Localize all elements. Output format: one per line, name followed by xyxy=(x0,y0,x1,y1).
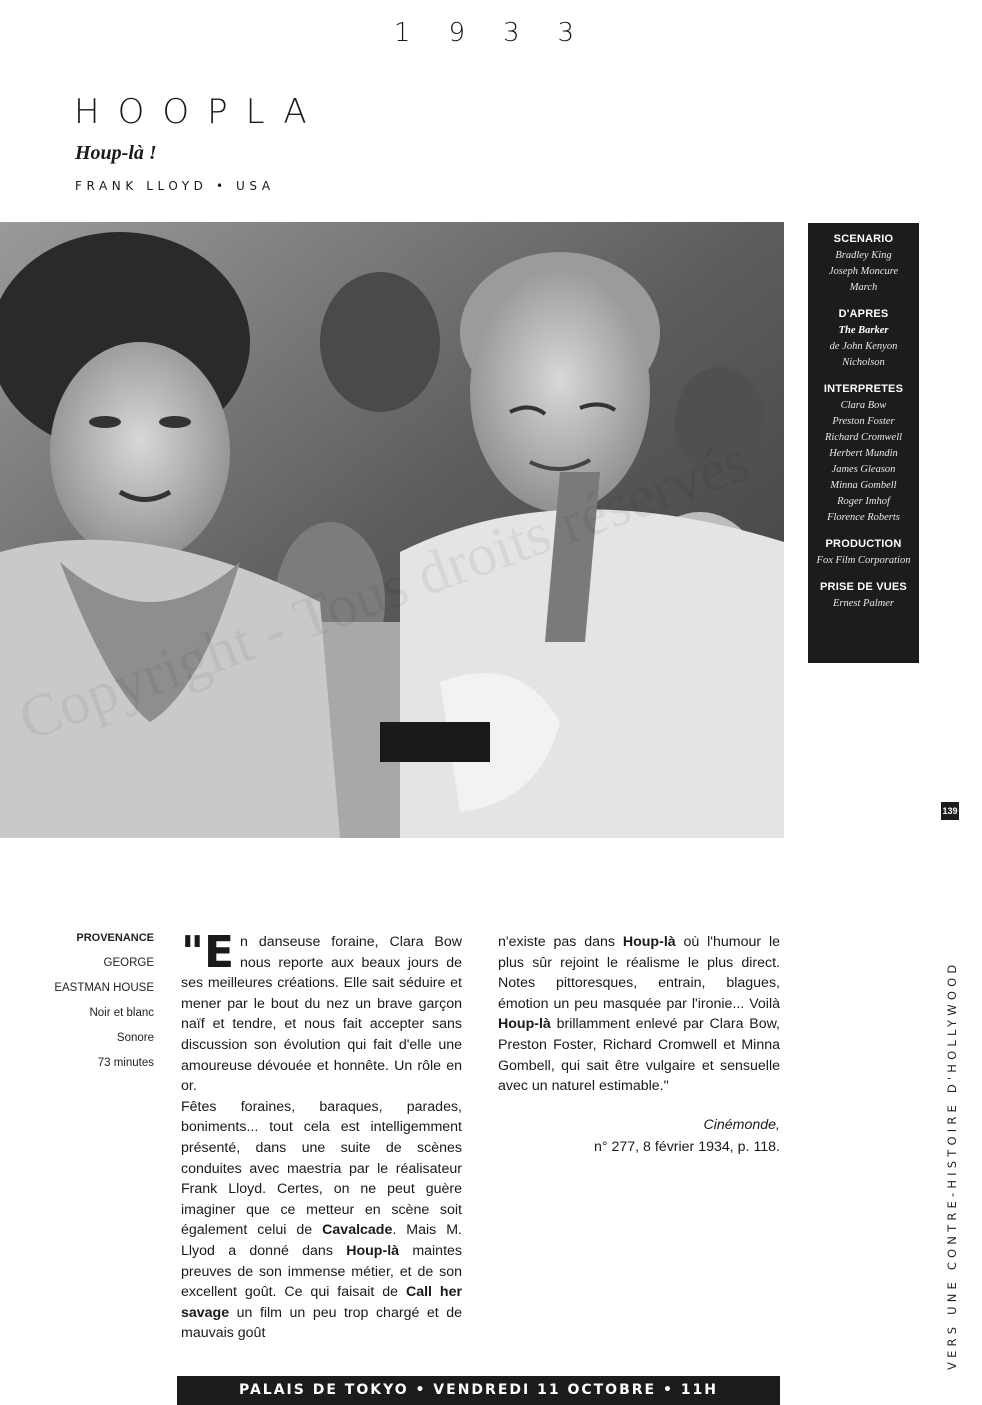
film-reference: Call her savage xyxy=(181,1284,462,1321)
credit-heading: SCENARIO xyxy=(833,233,894,245)
article-text: n'existe pas dans xyxy=(498,934,623,950)
credit-name: Fox Film Corporation xyxy=(816,555,911,566)
credit-production xyxy=(808,538,919,569)
credit-name: Nicholson xyxy=(842,357,885,368)
article-column-1 xyxy=(181,927,463,1344)
film-title: HOOPLA xyxy=(74,92,325,132)
drop-cap-letter: E xyxy=(203,927,234,978)
credit-heading: PRODUCTION xyxy=(825,538,902,550)
running-side-title: VERS UNE CONTRE-HISTOIRE D'HOLLYWOOD xyxy=(945,960,959,1370)
article-paragraph xyxy=(181,927,462,1097)
credit-name: Minna Gombell xyxy=(830,480,897,491)
film-reference: Cavalcade xyxy=(322,1222,393,1239)
source-reference: n° 277, 8 février 1934, p. 118. xyxy=(593,1139,780,1155)
article-text: où l'humour le plus sûr rejoint le réalisme le plus direct. Notes pittoresques, entrain, blagues, émotion un peu masquée par l'ironie... Voilà xyxy=(498,934,780,1012)
credit-name: Ernest Palmer xyxy=(833,598,894,609)
provenance-line: 73 minutes xyxy=(97,1057,154,1069)
provenance-line: Noir et blanc xyxy=(89,1007,154,1019)
drop-cap xyxy=(181,927,234,978)
article-source xyxy=(560,1114,780,1158)
credit-name: Joseph Moncure xyxy=(828,266,899,277)
credit-interpretes xyxy=(808,383,919,526)
film-french-title: Houp-là ! xyxy=(75,142,157,164)
director-country: FRANK LLOYD • USA xyxy=(75,179,275,193)
credit-name: Roger Imhof xyxy=(837,496,890,507)
screening-info-bar: PALAIS DE TOKYO • VENDREDI 11 OCTOBRE • 11H xyxy=(177,1376,780,1405)
article-text: Fêtes foraines, baraques, parades, boniments... tout cela est intelligemment présenté, dans une suite de scènes conduites avec maestria par le réalisateur Frank Lloyd. Certes, on ne peut guère imaginer que ce metteur en scène soit également celui de xyxy=(181,1098,462,1239)
credit-name: Clara Bow xyxy=(840,400,887,411)
credit-name: Florence Roberts xyxy=(827,512,900,523)
source-publication: Cinémonde, xyxy=(703,1117,780,1133)
film-reference: Houp-là xyxy=(622,934,676,950)
credit-name: Richard Cromwell xyxy=(824,432,903,443)
article-column-2 xyxy=(498,932,780,1097)
credit-scenario xyxy=(808,233,919,296)
credit-heading: PRISE DE VUES xyxy=(820,581,907,593)
article-text: n danseuse foraine, Clara Bow nous reporte aux beaux jours de ses meilleures créations. Elle sait séduire et mener par le bout du nez un brave garçon naïf et tendre, et nous fait accepter sans discussion son évolution qui fait d'elle une amoureuse dévouée et honnête. Un rôle en or. xyxy=(181,934,462,1095)
page-number: 139 xyxy=(941,802,959,820)
year-heading: 1933 xyxy=(393,18,613,48)
article-paragraph xyxy=(181,1097,462,1344)
article-text: maintes preuves de son immense métier, et de son excellent goût. Ce qui faisait de xyxy=(181,1242,463,1301)
credit-heading: INTERPRETES xyxy=(823,383,904,395)
drop-cap-quote: " xyxy=(181,927,204,978)
article-text: un film un peu trop chargé et de mauvais goût xyxy=(181,1304,462,1342)
article-text: brillamment enlevé par Clara Bow, Preston Foster, Richard Cromwell et Minna Gombell, qui sait être vulgaire et sensuelle avec un naturel estimable." xyxy=(498,1016,780,1095)
film-reference: Houp-là xyxy=(498,1016,551,1033)
credit-name: Bradley King xyxy=(835,250,892,261)
credit-name: de John Kenyon xyxy=(829,341,898,352)
film-reference: Houp-là xyxy=(346,1242,400,1259)
credits-panel xyxy=(808,223,919,663)
credit-source-title: The Barker xyxy=(838,325,889,336)
article-paragraph xyxy=(498,932,780,1097)
provenance-line: GEORGE xyxy=(103,957,154,969)
credit-name: March xyxy=(849,282,878,293)
provenance-line: EASTMAN HOUSE xyxy=(54,982,154,994)
credit-name: Preston Foster xyxy=(832,416,895,427)
provenance-line: Sonore xyxy=(116,1032,154,1044)
article-text: . Mais M. Llyod a donné dans xyxy=(181,1222,462,1259)
provenance-heading: PROVENANCE xyxy=(76,932,154,944)
credit-name: Herbert Mundin xyxy=(829,448,898,459)
credit-heading: D'APRES xyxy=(838,308,889,320)
credit-name: James Gleason xyxy=(831,464,896,475)
film-still-photo xyxy=(0,222,784,838)
credit-dapres xyxy=(808,308,919,371)
credit-prise-de-vues xyxy=(808,581,919,612)
provenance-block xyxy=(40,932,154,1082)
